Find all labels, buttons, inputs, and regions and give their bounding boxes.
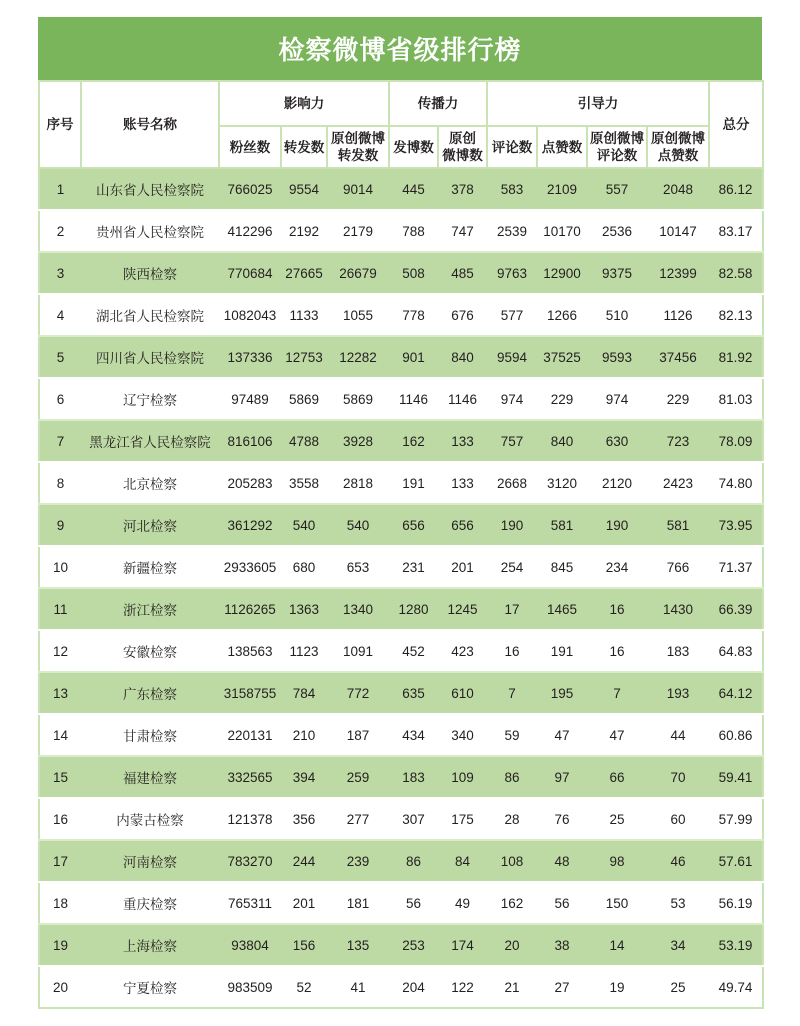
cell-comments: 190 — [487, 504, 537, 546]
cell-name: 上海检察 — [81, 924, 219, 966]
cell-rank: 7 — [39, 420, 81, 462]
cell-followers: 1082043 — [219, 294, 281, 336]
cell-orig-reposts: 5869 — [327, 378, 389, 420]
cell-comments: 16 — [487, 630, 537, 672]
cell-orig-reposts: 1340 — [327, 588, 389, 630]
cell-orig-posts: 610 — [438, 672, 487, 714]
cell-reposts: 3558 — [281, 462, 327, 504]
cell-orig-reposts: 653 — [327, 546, 389, 588]
cell-name: 广东检察 — [81, 672, 219, 714]
cell-orig-likes: 193 — [647, 672, 709, 714]
cell-reposts: 1123 — [281, 630, 327, 672]
cell-orig-comments: 7 — [587, 672, 647, 714]
cell-orig-likes: 2048 — [647, 168, 709, 210]
cell-name: 宁夏检察 — [81, 966, 219, 1008]
cell-rank: 8 — [39, 462, 81, 504]
cell-followers: 220131 — [219, 714, 281, 756]
cell-name: 重庆检察 — [81, 882, 219, 924]
cell-posts: 778 — [389, 294, 438, 336]
cell-orig-posts: 49 — [438, 882, 487, 924]
cell-posts: 204 — [389, 966, 438, 1008]
table-row — [39, 252, 763, 294]
cell-reposts: 784 — [281, 672, 327, 714]
cell-likes: 1465 — [537, 588, 587, 630]
cell-orig-likes: 2423 — [647, 462, 709, 504]
table-row — [39, 336, 763, 378]
cell-likes: 1266 — [537, 294, 587, 336]
cell-total: 57.99 — [709, 798, 763, 840]
cell-orig-posts: 676 — [438, 294, 487, 336]
cell-total: 64.12 — [709, 672, 763, 714]
cell-orig-comments: 557 — [587, 168, 647, 210]
cell-posts: 231 — [389, 546, 438, 588]
cell-name: 河北检察 — [81, 504, 219, 546]
header-posts: 发博数 — [389, 126, 438, 168]
table-header — [39, 81, 763, 168]
table-row — [39, 840, 763, 882]
cell-rank: 2 — [39, 210, 81, 252]
header-total: 总分 — [709, 81, 763, 168]
cell-orig-reposts: 1091 — [327, 630, 389, 672]
table-row — [39, 756, 763, 798]
cell-reposts: 1133 — [281, 294, 327, 336]
cell-followers: 412296 — [219, 210, 281, 252]
header-group-spread: 传播力 — [389, 81, 487, 126]
cell-orig-reposts: 277 — [327, 798, 389, 840]
cell-rank: 13 — [39, 672, 81, 714]
cell-name: 安徽检察 — [81, 630, 219, 672]
cell-likes: 56 — [537, 882, 587, 924]
cell-followers: 361292 — [219, 504, 281, 546]
cell-orig-posts: 109 — [438, 756, 487, 798]
cell-posts: 445 — [389, 168, 438, 210]
page-title: 检察微博省级排行榜 — [278, 36, 522, 66]
cell-comments: 583 — [487, 168, 537, 210]
cell-likes: 845 — [537, 546, 587, 588]
cell-comments: 28 — [487, 798, 537, 840]
cell-orig-likes: 723 — [647, 420, 709, 462]
cell-comments: 974 — [487, 378, 537, 420]
cell-rank: 15 — [39, 756, 81, 798]
cell-posts: 901 — [389, 336, 438, 378]
cell-rank: 17 — [39, 840, 81, 882]
header-account: 账号名称 — [81, 81, 219, 168]
cell-total: 66.39 — [709, 588, 763, 630]
cell-rank: 4 — [39, 294, 81, 336]
cell-followers: 783270 — [219, 840, 281, 882]
cell-orig-comments: 2536 — [587, 210, 647, 252]
cell-reposts: 52 — [281, 966, 327, 1008]
cell-likes: 47 — [537, 714, 587, 756]
cell-posts: 1280 — [389, 588, 438, 630]
cell-followers: 766025 — [219, 168, 281, 210]
cell-posts: 307 — [389, 798, 438, 840]
cell-total: 64.83 — [709, 630, 763, 672]
cell-orig-comments: 234 — [587, 546, 647, 588]
table-row — [39, 588, 763, 630]
cell-followers: 97489 — [219, 378, 281, 420]
cell-orig-reposts: 3928 — [327, 420, 389, 462]
cell-comments: 86 — [487, 756, 537, 798]
cell-name: 福建检察 — [81, 756, 219, 798]
cell-total: 59.41 — [709, 756, 763, 798]
cell-rank: 14 — [39, 714, 81, 756]
cell-orig-comments: 9375 — [587, 252, 647, 294]
cell-reposts: 1363 — [281, 588, 327, 630]
cell-rank: 3 — [39, 252, 81, 294]
cell-posts: 434 — [389, 714, 438, 756]
cell-followers: 770684 — [219, 252, 281, 294]
cell-orig-comments: 510 — [587, 294, 647, 336]
cell-likes: 2109 — [537, 168, 587, 210]
cell-reposts: 5869 — [281, 378, 327, 420]
cell-comments: 59 — [487, 714, 537, 756]
cell-posts: 508 — [389, 252, 438, 294]
cell-name: 浙江检察 — [81, 588, 219, 630]
cell-orig-posts: 84 — [438, 840, 487, 882]
cell-comments: 9594 — [487, 336, 537, 378]
cell-orig-likes: 25 — [647, 966, 709, 1008]
cell-orig-posts: 840 — [438, 336, 487, 378]
table-row — [39, 630, 763, 672]
cell-orig-likes: 183 — [647, 630, 709, 672]
cell-followers: 2933605 — [219, 546, 281, 588]
cell-orig-posts: 201 — [438, 546, 487, 588]
cell-name: 新疆检察 — [81, 546, 219, 588]
cell-likes: 840 — [537, 420, 587, 462]
cell-orig-comments: 2120 — [587, 462, 647, 504]
cell-total: 53.19 — [709, 924, 763, 966]
cell-orig-posts: 133 — [438, 462, 487, 504]
cell-orig-comments: 190 — [587, 504, 647, 546]
cell-rank: 11 — [39, 588, 81, 630]
cell-reposts: 540 — [281, 504, 327, 546]
cell-orig-likes: 10147 — [647, 210, 709, 252]
cell-total: 86.12 — [709, 168, 763, 210]
cell-likes: 195 — [537, 672, 587, 714]
cell-orig-comments: 47 — [587, 714, 647, 756]
cell-rank: 12 — [39, 630, 81, 672]
cell-comments: 2668 — [487, 462, 537, 504]
cell-orig-posts: 122 — [438, 966, 487, 1008]
cell-orig-comments: 9593 — [587, 336, 647, 378]
header-reposts: 转发数 — [281, 126, 327, 168]
cell-orig-reposts: 239 — [327, 840, 389, 882]
cell-orig-reposts: 1055 — [327, 294, 389, 336]
cell-orig-reposts: 9014 — [327, 168, 389, 210]
cell-followers: 332565 — [219, 756, 281, 798]
cell-orig-comments: 19 — [587, 966, 647, 1008]
cell-name: 内蒙古检察 — [81, 798, 219, 840]
cell-orig-reposts: 135 — [327, 924, 389, 966]
cell-rank: 18 — [39, 882, 81, 924]
table-row — [39, 504, 763, 546]
header-orig-posts: 原创 微博数 — [438, 126, 487, 168]
cell-likes: 38 — [537, 924, 587, 966]
cell-posts: 56 — [389, 882, 438, 924]
cell-reposts: 27665 — [281, 252, 327, 294]
cell-orig-posts: 423 — [438, 630, 487, 672]
cell-rank: 5 — [39, 336, 81, 378]
cell-comments: 21 — [487, 966, 537, 1008]
cell-orig-reposts: 41 — [327, 966, 389, 1008]
table-row — [39, 210, 763, 252]
cell-comments: 757 — [487, 420, 537, 462]
cell-comments: 577 — [487, 294, 537, 336]
cell-orig-likes: 60 — [647, 798, 709, 840]
cell-orig-reposts: 2179 — [327, 210, 389, 252]
cell-likes: 97 — [537, 756, 587, 798]
cell-orig-comments: 150 — [587, 882, 647, 924]
cell-reposts: 210 — [281, 714, 327, 756]
cell-total: 83.17 — [709, 210, 763, 252]
cell-likes: 48 — [537, 840, 587, 882]
cell-likes: 76 — [537, 798, 587, 840]
cell-orig-comments: 98 — [587, 840, 647, 882]
cell-orig-comments: 16 — [587, 588, 647, 630]
cell-reposts: 244 — [281, 840, 327, 882]
cell-likes: 37525 — [537, 336, 587, 378]
ranking-table — [38, 80, 764, 1009]
header-followers: 粉丝数 — [219, 126, 281, 168]
cell-orig-likes: 229 — [647, 378, 709, 420]
cell-posts: 183 — [389, 756, 438, 798]
cell-orig-likes: 766 — [647, 546, 709, 588]
cell-orig-posts: 175 — [438, 798, 487, 840]
cell-comments: 17 — [487, 588, 537, 630]
cell-orig-likes: 70 — [647, 756, 709, 798]
cell-orig-posts: 378 — [438, 168, 487, 210]
table-row — [39, 924, 763, 966]
cell-orig-likes: 37456 — [647, 336, 709, 378]
cell-total: 81.03 — [709, 378, 763, 420]
cell-orig-comments: 25 — [587, 798, 647, 840]
cell-followers: 138563 — [219, 630, 281, 672]
cell-name: 山东省人民检察院 — [81, 168, 219, 210]
cell-followers: 3158755 — [219, 672, 281, 714]
cell-orig-likes: 1430 — [647, 588, 709, 630]
cell-comments: 20 — [487, 924, 537, 966]
cell-orig-posts: 747 — [438, 210, 487, 252]
cell-followers: 983509 — [219, 966, 281, 1008]
cell-posts: 788 — [389, 210, 438, 252]
cell-name: 甘肃检察 — [81, 714, 219, 756]
cell-orig-reposts: 540 — [327, 504, 389, 546]
cell-name: 四川省人民检察院 — [81, 336, 219, 378]
cell-total: 49.74 — [709, 966, 763, 1008]
cell-comments: 162 — [487, 882, 537, 924]
cell-orig-posts: 340 — [438, 714, 487, 756]
cell-reposts: 680 — [281, 546, 327, 588]
cell-total: 74.80 — [709, 462, 763, 504]
header-comments: 评论数 — [487, 126, 537, 168]
cell-orig-reposts: 187 — [327, 714, 389, 756]
cell-followers: 816106 — [219, 420, 281, 462]
cell-rank: 16 — [39, 798, 81, 840]
header-orig-comments: 原创微博 评论数 — [587, 126, 647, 168]
cell-followers: 1126265 — [219, 588, 281, 630]
cell-comments: 2539 — [487, 210, 537, 252]
cell-name: 贵州省人民检察院 — [81, 210, 219, 252]
header-orig-reposts: 原创微博 转发数 — [327, 126, 389, 168]
table-body — [39, 168, 763, 1008]
table-row — [39, 672, 763, 714]
cell-name: 陕西检察 — [81, 252, 219, 294]
cell-posts: 162 — [389, 420, 438, 462]
cell-likes: 191 — [537, 630, 587, 672]
cell-total: 57.61 — [709, 840, 763, 882]
cell-posts: 253 — [389, 924, 438, 966]
header-orig-likes: 原创微博 点赞数 — [647, 126, 709, 168]
title-banner — [38, 17, 762, 80]
cell-followers: 93804 — [219, 924, 281, 966]
cell-total: 78.09 — [709, 420, 763, 462]
cell-followers: 765311 — [219, 882, 281, 924]
header-group-influence: 影响力 — [219, 81, 389, 126]
table-row — [39, 798, 763, 840]
cell-posts: 1146 — [389, 378, 438, 420]
cell-orig-posts: 656 — [438, 504, 487, 546]
cell-likes: 27 — [537, 966, 587, 1008]
cell-total: 82.58 — [709, 252, 763, 294]
cell-reposts: 156 — [281, 924, 327, 966]
cell-orig-reposts: 26679 — [327, 252, 389, 294]
cell-total: 81.92 — [709, 336, 763, 378]
cell-orig-likes: 581 — [647, 504, 709, 546]
cell-name: 湖北省人民检察院 — [81, 294, 219, 336]
cell-reposts: 2192 — [281, 210, 327, 252]
cell-reposts: 201 — [281, 882, 327, 924]
cell-orig-likes: 12399 — [647, 252, 709, 294]
cell-likes: 12900 — [537, 252, 587, 294]
cell-posts: 452 — [389, 630, 438, 672]
cell-orig-likes: 44 — [647, 714, 709, 756]
cell-orig-reposts: 181 — [327, 882, 389, 924]
cell-rank: 20 — [39, 966, 81, 1008]
cell-orig-posts: 485 — [438, 252, 487, 294]
table-row — [39, 966, 763, 1008]
table-row — [39, 378, 763, 420]
cell-orig-posts: 174 — [438, 924, 487, 966]
header-group-guidance: 引导力 — [487, 81, 709, 126]
header-likes: 点赞数 — [537, 126, 587, 168]
cell-posts: 191 — [389, 462, 438, 504]
cell-orig-likes: 1126 — [647, 294, 709, 336]
cell-rank: 19 — [39, 924, 81, 966]
cell-posts: 656 — [389, 504, 438, 546]
cell-reposts: 394 — [281, 756, 327, 798]
table-row — [39, 294, 763, 336]
cell-orig-reposts: 12282 — [327, 336, 389, 378]
cell-total: 56.19 — [709, 882, 763, 924]
cell-total: 82.13 — [709, 294, 763, 336]
cell-reposts: 12753 — [281, 336, 327, 378]
cell-name: 黑龙江省人民检察院 — [81, 420, 219, 462]
cell-orig-comments: 630 — [587, 420, 647, 462]
cell-comments: 108 — [487, 840, 537, 882]
cell-reposts: 9554 — [281, 168, 327, 210]
cell-likes: 3120 — [537, 462, 587, 504]
cell-orig-posts: 133 — [438, 420, 487, 462]
cell-total: 71.37 — [709, 546, 763, 588]
cell-followers: 205283 — [219, 462, 281, 504]
cell-orig-comments: 66 — [587, 756, 647, 798]
header-rank: 序号 — [39, 81, 81, 168]
cell-orig-reposts: 259 — [327, 756, 389, 798]
cell-name: 河南检察 — [81, 840, 219, 882]
cell-posts: 635 — [389, 672, 438, 714]
cell-name: 北京检察 — [81, 462, 219, 504]
cell-orig-comments: 14 — [587, 924, 647, 966]
cell-total: 73.95 — [709, 504, 763, 546]
table-row — [39, 882, 763, 924]
cell-rank: 9 — [39, 504, 81, 546]
table-row — [39, 546, 763, 588]
cell-total: 60.86 — [709, 714, 763, 756]
table-row — [39, 714, 763, 756]
cell-orig-comments: 974 — [587, 378, 647, 420]
cell-orig-likes: 34 — [647, 924, 709, 966]
cell-comments: 7 — [487, 672, 537, 714]
cell-likes: 10170 — [537, 210, 587, 252]
cell-orig-reposts: 772 — [327, 672, 389, 714]
cell-comments: 254 — [487, 546, 537, 588]
cell-followers: 121378 — [219, 798, 281, 840]
ranking-document — [38, 17, 762, 1009]
cell-orig-reposts: 2818 — [327, 462, 389, 504]
table-row — [39, 168, 763, 210]
cell-orig-likes: 46 — [647, 840, 709, 882]
cell-orig-posts: 1245 — [438, 588, 487, 630]
table-row — [39, 420, 763, 462]
cell-likes: 229 — [537, 378, 587, 420]
cell-rank: 1 — [39, 168, 81, 210]
cell-likes: 581 — [537, 504, 587, 546]
cell-followers: 137336 — [219, 336, 281, 378]
cell-orig-posts: 1146 — [438, 378, 487, 420]
table-row — [39, 462, 763, 504]
cell-reposts: 4788 — [281, 420, 327, 462]
cell-name: 辽宁检察 — [81, 378, 219, 420]
cell-rank: 10 — [39, 546, 81, 588]
cell-orig-comments: 16 — [587, 630, 647, 672]
cell-rank: 6 — [39, 378, 81, 420]
cell-comments: 9763 — [487, 252, 537, 294]
cell-orig-likes: 53 — [647, 882, 709, 924]
cell-reposts: 356 — [281, 798, 327, 840]
cell-posts: 86 — [389, 840, 438, 882]
